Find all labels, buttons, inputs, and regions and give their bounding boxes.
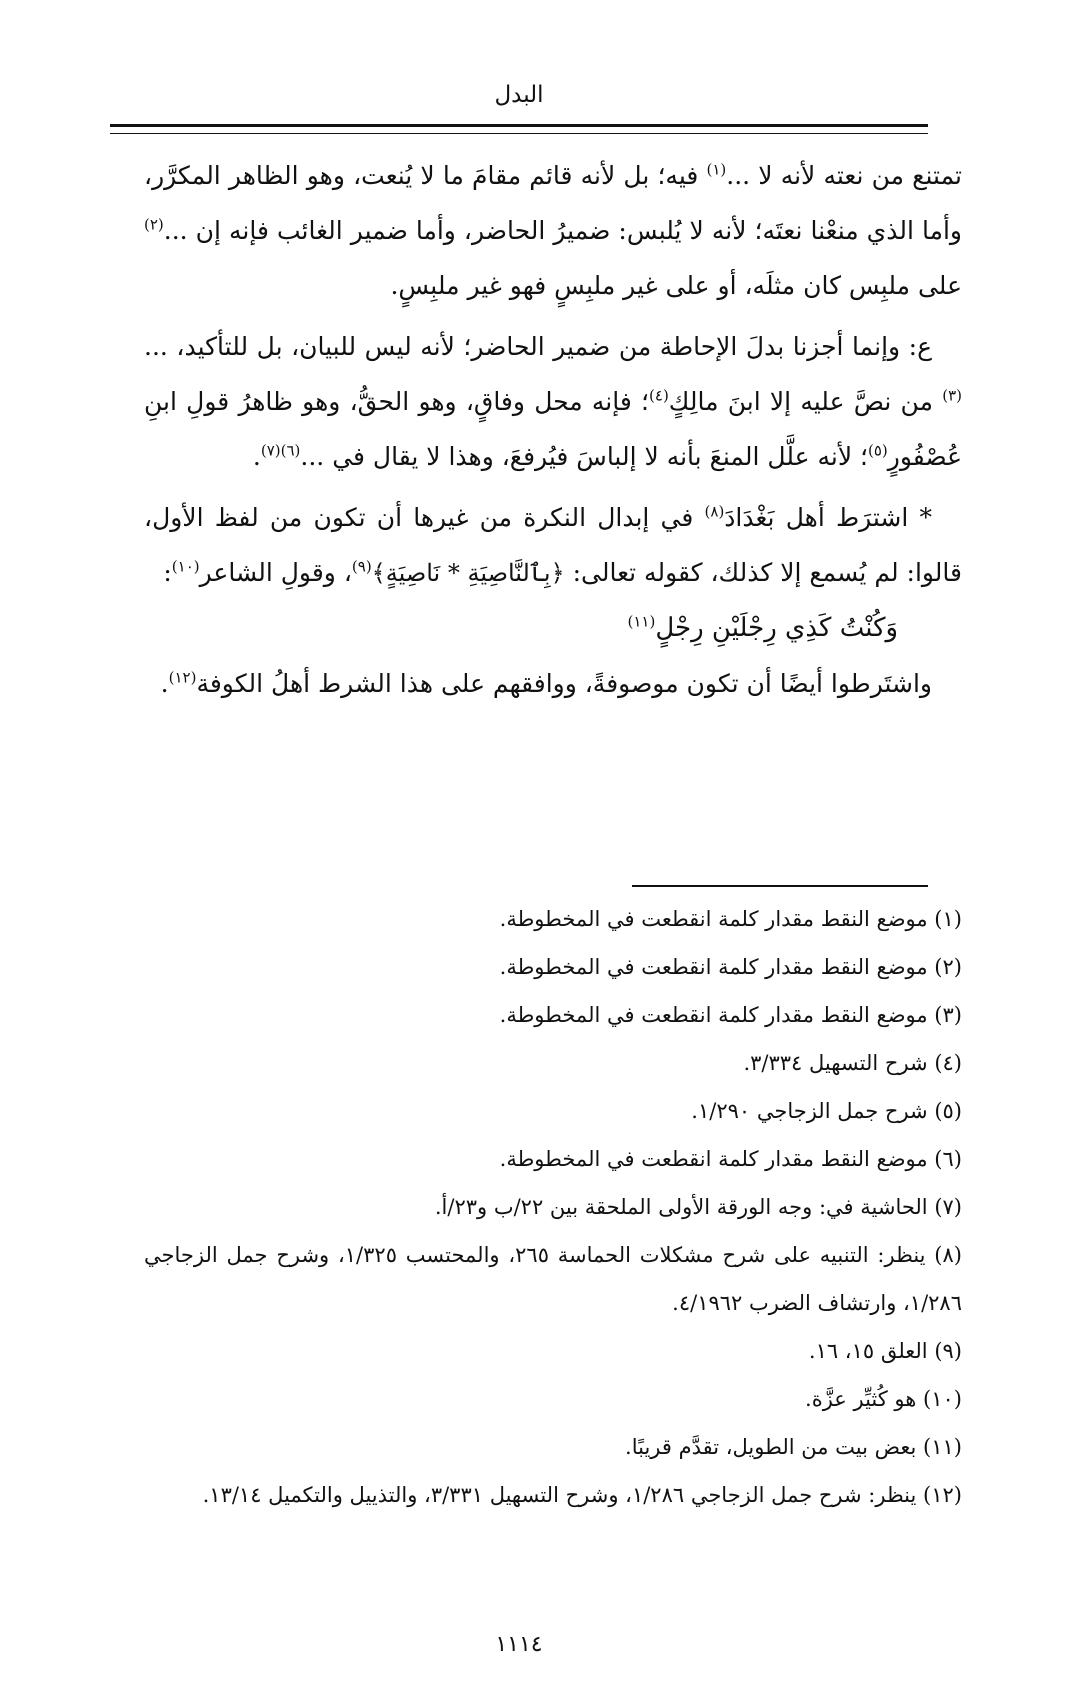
footnote-ref-9: (٩) xyxy=(351,557,372,576)
footnote-4: (٤) شرح التسهيل ٣/٣٣٤. xyxy=(743,1051,962,1075)
p1-text-2: فيه؛ بل لأنه قائم مقامَ ما لا يُنعت، وهو الظاهر المكرَّر، وأما الذي منعْنا نعتَه؛ لأنه لا يُلبس: ضميرُ الحاضر، وأما ضمير الغائب فإنه إن ... xyxy=(144,161,962,245)
paragraph-2 xyxy=(144,319,962,484)
page-number: ١١١٤ xyxy=(495,1632,543,1657)
footnote-ref-1: (١) xyxy=(706,160,727,179)
paragraph-4 xyxy=(144,656,962,711)
p2-text-3: ؛ فإنه محل وفاقٍ، وهو الحقُّ، وهو ظاهرُ قولِ ابنِ عُصْفُورٍ xyxy=(144,387,962,471)
main-text xyxy=(144,148,962,711)
footnote-ref-2: (٢) xyxy=(144,215,164,234)
footnote-ref-12: (١٢) xyxy=(168,668,197,687)
footnote-8: (٨) ينظر: التنبيه على شرح مشكلات الحماسة ٢٦٥، والمحتسب ١/٣٢٥، وشرح جمل الزجاجي ١/٢٨٦، وارتشاف الضرب ٤/١٩٦٢. xyxy=(144,1243,962,1315)
p3-text-4: : xyxy=(163,558,172,587)
p1-text-1: تمتنع من نعته لأنه لا ... xyxy=(726,161,962,190)
footnote-1: (١) موضع النقط مقدار كلمة انقطعت في المخطوطة. xyxy=(499,907,962,931)
footnote-5: (٥) شرح جمل الزجاجي ١/٢٩٠. xyxy=(691,1099,962,1123)
p3-text-1: * اشترَط أهل بَغْدَادَ xyxy=(724,503,932,532)
p2-text-1: ع: وإنما أجزنا بدلَ الإحاطة من ضمير الحاضر؛ لأنه ليس للبيان، بل للتأكيد، ... xyxy=(144,332,932,361)
page-header-title: البدل xyxy=(494,82,544,108)
footnote-ref-11: (١١) xyxy=(627,612,656,631)
p3-text-3: ، وقولِ الشاعر xyxy=(199,558,352,587)
p4-text-2: . xyxy=(160,669,169,698)
header-rule-thin xyxy=(110,133,928,134)
p2-text-2: من نصَّ عليه إلا ابنَ مالِكٍ xyxy=(668,387,943,416)
footnote-2: (٢) موضع النقط مقدار كلمة انقطعت في المخطوطة. xyxy=(499,955,962,979)
footnote-9: (٩) العلق ١٥، ١٦. xyxy=(808,1339,962,1363)
quran-quote: ﴿بِٱلنَّاصِيَةِ * نَاصِيَةٍ﴾ xyxy=(371,559,565,587)
footnote-3: (٣) موضع النقط مقدار كلمة انقطعت في المخطوطة. xyxy=(499,1003,962,1027)
footnote-7: (٧) الحاشية في: وجه الورقة الأولى الملحقة بين ٢٢/ب و٢٣/أ. xyxy=(434,1195,962,1219)
header-rule-thick xyxy=(110,124,928,127)
footnote-11: (١١) بعض بيت من الطويل، تقدَّم قريبًا. xyxy=(625,1435,962,1459)
footnote-ref-10: (١٠) xyxy=(171,557,200,576)
verse-text: وَكُنْتُ كَذِي رِجْلَيْنِ رِجْلٍ xyxy=(655,613,898,643)
footnote-ref-4: (٤) xyxy=(649,386,669,405)
footnote-ref-6-7: (٦)(٧) xyxy=(260,441,301,460)
p2-text-4: ؛ لأنه علَّل المنعَ بأنه لا إلباسَ فيُرفعَ، وهذا لا يقال في ... xyxy=(300,442,868,471)
p3-text-2: في إبدال النكرة من غيرها أن تكون من لفظ الأول، قالوا: لم يُسمع إلا كذلك، كقوله تعالى: xyxy=(144,503,962,587)
footnote-10: (١٠) هو كُثيِّر عزَّة. xyxy=(805,1387,962,1411)
footnote-ref-3: (٣) xyxy=(942,386,962,405)
footnotes xyxy=(144,895,962,1519)
footnote-6: (٦) موضع النقط مقدار كلمة انقطعت في المخطوطة. xyxy=(499,1147,962,1171)
p2-text-5: . xyxy=(252,442,261,471)
paragraph-1 xyxy=(144,148,962,313)
footnote-ref-5: (٥) xyxy=(867,441,888,460)
p4-text-1: واشتَرطوا أيضًا أن تكون موصوفةً، ووافقهم على هذا الشرط أهلُ الكوفة xyxy=(196,669,932,698)
footnote-separator xyxy=(632,885,928,887)
poetry-verse xyxy=(144,601,962,656)
p1-text-3: على ملبِس كان مثلَه، أو على غير ملبِسٍ فهو غير ملبِسٍ. xyxy=(390,271,962,300)
footnote-ref-8: (٨) xyxy=(704,502,725,521)
footnote-12: (١٢) ينظر: شرح جمل الزجاجي ١/٢٨٦، وشرح التسهيل ٣/٣٣١، والتذييل والتكميل ١٣/١٤. xyxy=(202,1483,962,1507)
paragraph-3 xyxy=(144,490,962,601)
